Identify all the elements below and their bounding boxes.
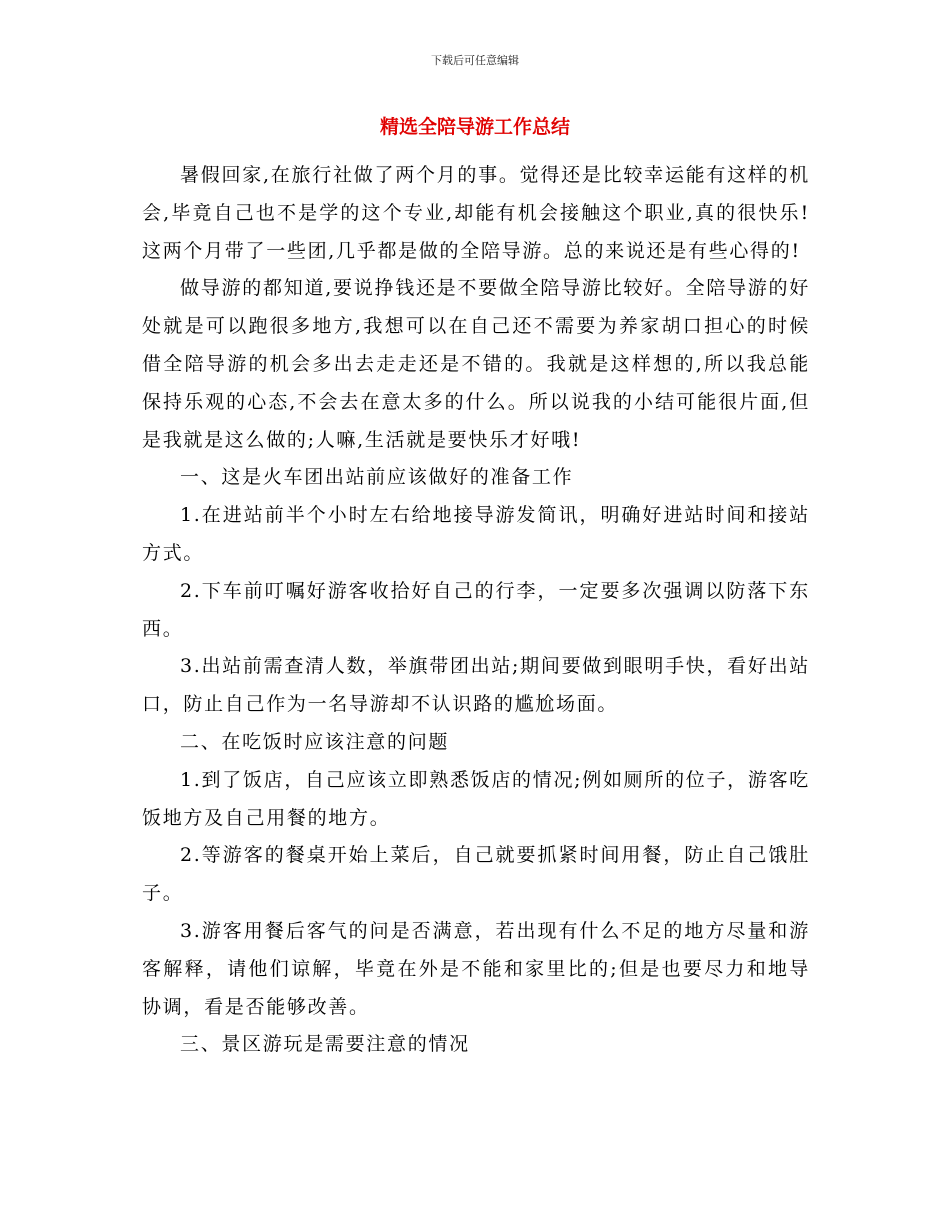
list-item: 1.在进站前半个小时左右给地接导游发简讯，明确好进站时间和接站方式。 bbox=[142, 504, 810, 564]
section-heading: 三、景区游玩是需要注意的情况 bbox=[180, 1033, 470, 1056]
list-item: 3.出站前需查清人数，举旗带团出站;期间要做到眼明手快，看好出站口，防止自己作为一名导游却不认识路的尴尬场面。 bbox=[142, 655, 810, 716]
list-item: 2.下车前叮嘱好游客收拾好自己的行李，一定要多次强调以防落下东西。 bbox=[142, 579, 810, 640]
list-item: 2.等游客的餐桌开始上菜后，自己就要抓紧时间用餐，防止自己饿肚子。 bbox=[142, 844, 810, 905]
section-heading: 二、在吃饭时应该注意的问题 bbox=[180, 730, 450, 753]
document-body bbox=[142, 157, 810, 1064]
paragraph: 做导游的都知道,要说挣钱还是不要做全陪导游比较好。全陪导游的好处就是可以跑很多地方,我想可以在自己还不需要为养家胡口担心的时候借全陪导游的机会多出去走走还是不错的。我就是这样想的,所以我总能保持乐观的心态,不会去在意太多的什么。所以说我的小结可能很片面,但是我就是这么做的;人嘛,生活就是要快乐才好哦! bbox=[142, 277, 810, 451]
paragraph: 暑假回家,在旅行社做了两个月的事。觉得还是比较幸运能有这样的机会,毕竟自己也不是学的这个专业,却能有机会接触这个职业,真的很快乐!这两个月带了一些团,几乎都是做的全陪导游。总的来说还是有些心得的! bbox=[142, 164, 810, 262]
header-note: 下载后可任意编辑 bbox=[431, 54, 519, 67]
document-title: 精选全陪导游工作总结 bbox=[379, 116, 570, 138]
section-heading: 一、这是火车团出站前应该做好的准备工作 bbox=[180, 466, 574, 489]
list-item: 1.到了饭店，自己应该立即熟悉饭店的情况;例如厕所的位子，游客吃饭地方及自己用餐的地方。 bbox=[142, 768, 810, 829]
list-item: 3.游客用餐后客气的问是否满意，若出现有什么不足的地方尽量和游客解释，请他们谅解，毕竟在外是不能和家里比的;但是也要尽力和地导协调，看是否能够改善。 bbox=[142, 919, 810, 1018]
